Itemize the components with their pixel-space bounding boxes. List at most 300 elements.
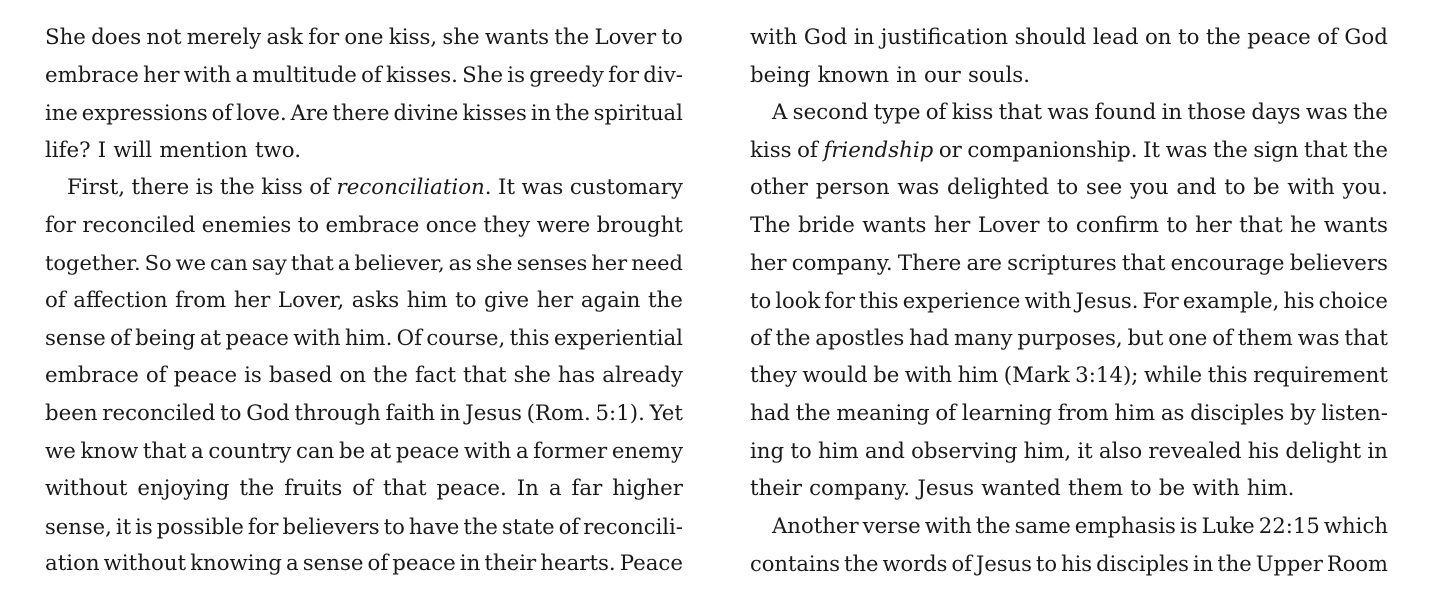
word: with xyxy=(924,513,972,539)
word: she xyxy=(442,25,480,50)
word: lead xyxy=(1092,25,1139,50)
word: Jesus xyxy=(465,400,522,426)
word: her xyxy=(591,250,628,275)
word: far xyxy=(571,476,603,502)
word: asks xyxy=(351,288,400,314)
word: encourage xyxy=(1170,250,1285,276)
word: does xyxy=(91,25,142,50)
word: this xyxy=(509,325,550,351)
word: Lover xyxy=(977,212,1040,238)
word: him. xyxy=(1246,476,1295,502)
word: God xyxy=(803,25,848,50)
word: 5:1). xyxy=(595,400,645,426)
word xyxy=(823,132,933,170)
word: bride xyxy=(797,212,855,238)
text-line xyxy=(750,169,1388,207)
word: of xyxy=(361,62,382,88)
word: the xyxy=(219,175,255,201)
word: to xyxy=(1166,212,1188,238)
text-line xyxy=(45,207,683,245)
word: to xyxy=(1130,476,1152,502)
word: peace. xyxy=(436,476,507,502)
word: them xyxy=(1067,476,1124,502)
word: justification xyxy=(880,25,1009,50)
word: kisses xyxy=(462,100,527,126)
word: A xyxy=(772,100,788,126)
word: many xyxy=(953,325,1013,351)
word: the xyxy=(1217,551,1252,577)
word: a xyxy=(191,438,204,464)
text-line xyxy=(750,245,1388,283)
word: with xyxy=(904,363,953,389)
text-line xyxy=(750,207,1388,245)
word: for xyxy=(308,25,340,50)
word: sense xyxy=(45,325,106,351)
word: was xyxy=(897,175,940,201)
word: for xyxy=(824,288,855,314)
word: their xyxy=(484,551,537,577)
word: possible xyxy=(156,513,244,539)
text-line xyxy=(750,508,1388,546)
word: The xyxy=(750,212,791,238)
text-line xyxy=(45,508,683,546)
word: the xyxy=(975,513,1011,539)
word: wants xyxy=(484,25,550,50)
word: was xyxy=(1305,100,1348,126)
word: again xyxy=(580,288,641,314)
word: the xyxy=(555,100,590,126)
word: choice xyxy=(1318,288,1388,314)
italic-word: reconciliation xyxy=(336,175,485,201)
word: with xyxy=(750,25,798,50)
word: with xyxy=(1024,288,1072,314)
word: of xyxy=(309,175,331,201)
word: was xyxy=(1047,100,1090,126)
word: ation xyxy=(45,551,100,577)
word: disciples xyxy=(1096,551,1189,577)
word: of xyxy=(558,513,580,539)
word: known xyxy=(817,62,890,88)
word: is xyxy=(1179,513,1198,539)
word: a xyxy=(285,551,299,577)
word: once xyxy=(425,212,477,238)
text-line xyxy=(45,19,683,57)
word: need xyxy=(631,250,683,275)
word: in xyxy=(1193,551,1214,577)
word: Jesus. xyxy=(1075,288,1139,314)
word: words xyxy=(882,551,948,577)
word: is xyxy=(195,175,214,201)
word: that xyxy=(463,363,507,389)
word: delighted xyxy=(947,175,1050,201)
word: to xyxy=(1178,25,1200,50)
word: the xyxy=(1353,100,1388,126)
word: days xyxy=(1251,100,1301,126)
word: ing xyxy=(750,438,785,464)
word: wants xyxy=(1323,212,1388,238)
word: the xyxy=(1213,137,1248,163)
word: Jesus xyxy=(975,551,1032,577)
right-column xyxy=(750,19,1388,583)
word: knowing xyxy=(190,551,282,577)
word: to xyxy=(220,400,242,426)
word: that xyxy=(382,476,427,502)
word: Peace xyxy=(619,551,683,577)
word: her xyxy=(933,212,971,238)
word: know xyxy=(80,438,139,464)
word: God xyxy=(246,400,290,426)
word: hearts. xyxy=(540,551,616,577)
word: of xyxy=(797,137,818,163)
word: her xyxy=(143,62,180,88)
word: is xyxy=(507,62,526,88)
word: a xyxy=(548,476,562,502)
word: Lover xyxy=(594,25,657,50)
word: to xyxy=(661,25,683,50)
word: be xyxy=(1253,175,1280,201)
word: embrace xyxy=(45,363,139,389)
text-line xyxy=(45,545,683,583)
word: apostles xyxy=(815,325,905,351)
word: disciples xyxy=(1190,400,1285,426)
word: of xyxy=(145,363,167,389)
word: with xyxy=(293,325,341,351)
word: one xyxy=(1168,325,1208,351)
word: I xyxy=(97,137,107,163)
text-line xyxy=(750,433,1388,471)
word: course, xyxy=(426,325,506,351)
word: of xyxy=(211,100,233,126)
word: them xyxy=(1237,325,1293,351)
text-line xyxy=(750,57,1388,95)
word: and xyxy=(864,438,905,464)
word: scriptures xyxy=(1007,250,1117,276)
word: other xyxy=(750,175,808,201)
word: look xyxy=(775,288,821,314)
word: div- xyxy=(643,62,683,88)
text-line xyxy=(45,395,683,433)
word: had xyxy=(909,325,950,351)
word: reconciled xyxy=(102,400,216,426)
word: to xyxy=(383,513,405,539)
word: believer, xyxy=(354,250,445,275)
word: as xyxy=(448,250,472,275)
word: spiritual xyxy=(593,100,683,126)
word: a xyxy=(337,250,351,275)
word: be xyxy=(339,438,366,464)
word: they xyxy=(483,212,531,238)
word: to xyxy=(750,288,772,314)
word: ask xyxy=(266,25,303,50)
word: (Mark xyxy=(1003,363,1070,389)
word: country xyxy=(208,438,292,464)
word: She xyxy=(45,25,86,50)
word: on xyxy=(1144,25,1172,50)
word: Upper xyxy=(1255,551,1323,577)
word: while xyxy=(1143,363,1203,389)
word: her xyxy=(233,288,271,314)
word: fact xyxy=(414,363,457,389)
word: our xyxy=(924,62,961,88)
word: she xyxy=(513,363,551,389)
word: state xyxy=(501,513,555,539)
word: the xyxy=(463,513,498,539)
word: Of xyxy=(396,325,423,351)
word: It xyxy=(1143,137,1161,163)
word: of xyxy=(951,551,972,577)
word: from xyxy=(175,288,227,314)
word: higher xyxy=(612,476,683,502)
word: for xyxy=(247,513,279,539)
word: peace xyxy=(1247,25,1311,50)
text-line xyxy=(750,132,1388,170)
word: Yet xyxy=(649,400,683,426)
text-line xyxy=(750,94,1388,132)
word: it xyxy=(115,513,132,539)
word: was xyxy=(1165,137,1208,163)
word: delight xyxy=(1285,438,1362,464)
word: with xyxy=(463,438,512,464)
left-column xyxy=(45,19,683,583)
word: It xyxy=(498,175,516,201)
word: being xyxy=(750,62,811,88)
word: see xyxy=(1086,175,1123,201)
word: kiss xyxy=(750,137,792,163)
word: be xyxy=(873,363,900,389)
word: In xyxy=(516,476,539,502)
word: without xyxy=(45,476,128,502)
word: that xyxy=(1304,137,1348,163)
word: without xyxy=(103,551,187,577)
word: experiential xyxy=(553,325,683,351)
word: divine xyxy=(393,100,459,126)
word: her xyxy=(750,250,787,276)
word: the xyxy=(795,400,831,426)
word: sense xyxy=(302,551,364,577)
word: the xyxy=(1205,25,1241,50)
word: sign xyxy=(1253,137,1299,163)
word: had xyxy=(750,400,791,426)
word: is xyxy=(244,363,262,389)
word: based xyxy=(268,363,333,389)
word: will xyxy=(113,137,153,163)
word: also xyxy=(1098,438,1143,464)
word: So xyxy=(144,250,172,275)
word: requirement xyxy=(1253,363,1388,389)
word: give xyxy=(484,288,530,314)
text-line xyxy=(750,19,1388,57)
word: at xyxy=(199,325,222,351)
text-line xyxy=(750,282,1388,320)
word: listen- xyxy=(1321,400,1388,426)
word: already xyxy=(602,363,683,389)
word: confirm xyxy=(1075,212,1159,238)
word: First, xyxy=(67,175,126,201)
word: we xyxy=(45,438,76,464)
word: for xyxy=(45,212,76,238)
word: in xyxy=(439,400,461,426)
word: Another xyxy=(772,513,859,539)
word: but xyxy=(1127,325,1164,351)
word: that xyxy=(1344,325,1388,351)
word: we xyxy=(175,250,206,275)
word: kiss, xyxy=(388,25,438,50)
word: of xyxy=(110,325,131,351)
word: of xyxy=(925,100,947,126)
word: faith xyxy=(385,400,436,426)
word: the xyxy=(554,25,590,50)
text-line xyxy=(45,169,683,207)
word: Lover, xyxy=(277,288,345,314)
word: brought xyxy=(596,212,683,238)
word: say xyxy=(251,250,287,275)
word: For xyxy=(1142,288,1179,314)
word: She xyxy=(462,62,504,88)
word: in xyxy=(1367,438,1388,464)
word: you. xyxy=(1342,175,1388,201)
word: her xyxy=(1195,212,1232,238)
word: this xyxy=(1207,363,1248,389)
word: of xyxy=(367,551,389,577)
word: believers xyxy=(1289,250,1388,276)
word: there xyxy=(131,175,190,201)
word: which xyxy=(1323,513,1388,539)
word: the xyxy=(844,551,879,577)
text-line xyxy=(45,94,683,132)
word: Room xyxy=(1326,551,1388,577)
word: be xyxy=(1158,476,1186,502)
word: not xyxy=(146,25,182,50)
word: (Rom. xyxy=(526,400,591,426)
word: observing xyxy=(911,438,1018,464)
word: found xyxy=(1094,100,1157,126)
text-line xyxy=(45,320,683,358)
word: peace xyxy=(225,325,289,351)
word: should xyxy=(1014,25,1087,50)
word: former xyxy=(533,438,608,464)
word: verse xyxy=(862,513,921,539)
word: mention xyxy=(159,137,248,163)
word: as xyxy=(1160,400,1185,426)
word: have xyxy=(408,513,460,539)
text-line xyxy=(45,357,683,395)
word: meaning xyxy=(836,400,930,426)
word: on xyxy=(339,363,366,389)
word: second xyxy=(792,100,869,126)
word: peace xyxy=(173,363,238,389)
word: of xyxy=(750,325,771,351)
word: his xyxy=(1061,551,1093,577)
word: together. xyxy=(45,250,141,275)
word: to xyxy=(790,438,812,464)
word: There xyxy=(897,250,962,276)
word: at xyxy=(369,438,392,464)
word: her xyxy=(536,288,574,314)
text-line xyxy=(750,545,1388,583)
word: embrace xyxy=(45,62,139,88)
word: and xyxy=(1176,175,1217,201)
word: you xyxy=(1129,175,1169,201)
word: she xyxy=(475,250,513,275)
word: him xyxy=(957,363,999,389)
italic-word: friendship xyxy=(823,137,934,163)
word: are xyxy=(966,250,1002,276)
word: companionship. xyxy=(967,137,1138,163)
text-line xyxy=(750,470,1388,508)
word: the xyxy=(775,325,811,351)
word: those xyxy=(1187,100,1247,126)
word: the xyxy=(1353,137,1388,163)
word: that xyxy=(142,438,187,464)
word: multitude xyxy=(252,62,357,88)
word: him xyxy=(406,288,448,314)
word: a xyxy=(235,62,249,88)
word: kiss xyxy=(951,100,994,126)
word: ine xyxy=(45,100,78,126)
word: life? xyxy=(45,137,91,163)
word: reconciliation. xyxy=(337,169,492,207)
word: wanted xyxy=(981,476,1061,502)
word: his xyxy=(1283,288,1315,314)
word: his xyxy=(1247,438,1280,464)
word: for xyxy=(608,62,640,88)
word: to xyxy=(455,288,477,314)
word: souls. xyxy=(967,62,1030,88)
word: been xyxy=(45,400,98,426)
word: that xyxy=(1121,250,1166,276)
word: fruits xyxy=(284,476,343,502)
word: expressions xyxy=(81,100,208,126)
word: was xyxy=(521,175,564,201)
word: peace xyxy=(395,438,460,464)
word: is xyxy=(135,513,153,539)
word: wants xyxy=(862,212,927,238)
word: him xyxy=(817,438,859,464)
word: revealed xyxy=(1148,438,1242,464)
word: purposes, xyxy=(1017,325,1123,351)
text-line xyxy=(750,395,1388,433)
word: it xyxy=(1077,438,1093,464)
word: person xyxy=(815,175,890,201)
word: that xyxy=(998,100,1043,126)
word: embrace xyxy=(325,212,420,238)
word: that xyxy=(1239,212,1283,238)
text-line xyxy=(45,245,683,283)
word: was xyxy=(1297,325,1340,351)
word: in xyxy=(530,100,552,126)
text-line xyxy=(45,132,683,170)
word: enjoying xyxy=(137,476,230,502)
word: of xyxy=(352,476,373,502)
word: learning xyxy=(961,400,1052,426)
word: to xyxy=(1224,175,1246,201)
word: the xyxy=(373,363,408,389)
word: same xyxy=(1014,513,1071,539)
word: in xyxy=(853,25,875,50)
word: can xyxy=(210,250,248,275)
word: Luke xyxy=(1201,513,1255,539)
text-line xyxy=(45,282,683,320)
word: affection xyxy=(73,288,168,314)
word: were xyxy=(536,212,591,238)
word: they xyxy=(750,363,797,389)
word: this xyxy=(858,288,899,314)
word: of xyxy=(45,288,66,314)
word: with xyxy=(1192,476,1240,502)
word: to xyxy=(1056,175,1079,201)
word: him xyxy=(1114,400,1156,426)
word: enemies xyxy=(201,212,292,238)
